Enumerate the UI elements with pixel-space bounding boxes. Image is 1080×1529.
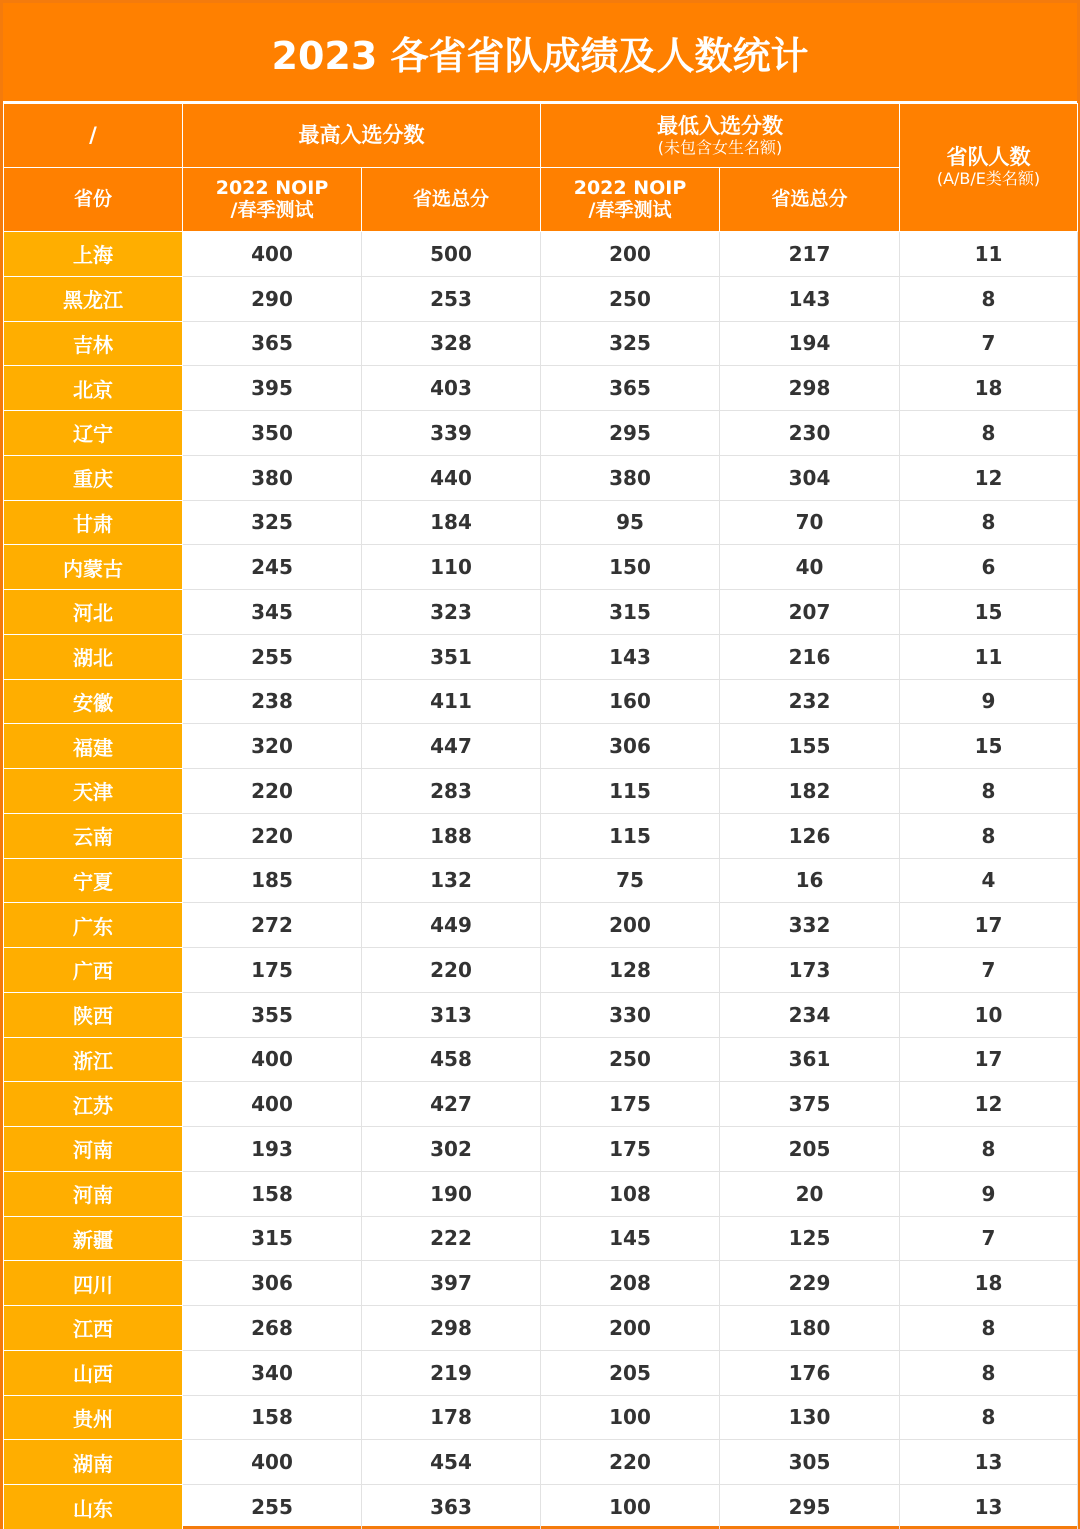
min-noip-cell: 208	[541, 1261, 720, 1306]
max-noip-cell: 400	[183, 1037, 362, 1082]
province-cell: 辽宁	[4, 411, 183, 456]
max-noip-cell: 306	[183, 1261, 362, 1306]
min-score-group-label: 最低入选分数	[657, 113, 783, 138]
page-title: 2023 各省省队成绩及人数统计	[3, 3, 1077, 103]
corner-slash: /	[4, 104, 183, 168]
province-cell: 云南	[4, 813, 183, 858]
table-row	[4, 858, 1078, 903]
max-noip-cell: 255	[183, 1485, 362, 1529]
min-total-cell: 207	[720, 590, 900, 635]
min-total-cell: 229	[720, 1261, 900, 1306]
table-row	[4, 1127, 1078, 1172]
min-noip-cell: 200	[541, 1306, 720, 1351]
min-total-cell: 125	[720, 1216, 900, 1261]
max-total-cell: 447	[362, 724, 541, 769]
province-cell: 上海	[4, 232, 183, 277]
min-total-cell: 295	[720, 1485, 900, 1529]
max-total-cell: 339	[362, 411, 541, 456]
table-row	[4, 1306, 1078, 1351]
team-size-cell: 6	[900, 545, 1078, 590]
team-size-cell: 13	[900, 1440, 1078, 1485]
min-noip-cell: 205	[541, 1350, 720, 1395]
max-noip-cell: 175	[183, 948, 362, 993]
province-cell: 河南	[4, 1171, 183, 1216]
min-noip-cell: 295	[541, 411, 720, 456]
max-noip-cell: 355	[183, 992, 362, 1037]
min-noip-cell: 315	[541, 590, 720, 635]
min-noip-cell: 175	[541, 1127, 720, 1172]
team-size-cell: 8	[900, 1350, 1078, 1395]
min-noip-cell: 250	[541, 276, 720, 321]
min-total-cell: 332	[720, 903, 900, 948]
max-total-cell: 188	[362, 813, 541, 858]
province-cell: 山东	[4, 1485, 183, 1529]
province-cell: 浙江	[4, 1037, 183, 1082]
team-size-cell: 8	[900, 500, 1078, 545]
min-noip-cell: 128	[541, 948, 720, 993]
max-total-cell: 178	[362, 1395, 541, 1440]
max-noip-cell: 290	[183, 276, 362, 321]
max-total-cell: 313	[362, 992, 541, 1037]
table-row	[4, 1037, 1078, 1082]
team-size-cell: 7	[900, 321, 1078, 366]
team-size-cell: 11	[900, 232, 1078, 277]
team-size-cell: 13	[900, 1485, 1078, 1529]
max-total-cell: 403	[362, 366, 541, 411]
max-total-cell: 219	[362, 1350, 541, 1395]
min-total-cell: 40	[720, 545, 900, 590]
min-total-cell: 70	[720, 500, 900, 545]
table-row	[4, 903, 1078, 948]
min-total-cell: 304	[720, 455, 900, 500]
min-noip-cell: 175	[541, 1082, 720, 1127]
table-row	[4, 1395, 1078, 1440]
province-cell: 宁夏	[4, 858, 183, 903]
min-total-cell: 216	[720, 634, 900, 679]
table-row	[4, 545, 1078, 590]
max-total-cell: 298	[362, 1306, 541, 1351]
max-total-cell: 184	[362, 500, 541, 545]
min-noip-cell: 115	[541, 769, 720, 814]
max-total-cell: 302	[362, 1127, 541, 1172]
max-total-cell: 454	[362, 1440, 541, 1485]
province-cell: 河北	[4, 590, 183, 635]
min-total-cell: 361	[720, 1037, 900, 1082]
province-cell: 安徽	[4, 679, 183, 724]
max-total-cell: 190	[362, 1171, 541, 1216]
min-noip-cell: 75	[541, 858, 720, 903]
max-noip-line1: 2022 NOIP	[215, 176, 329, 199]
min-noip-cell: 108	[541, 1171, 720, 1216]
team-size-cell: 8	[900, 1127, 1078, 1172]
team-size-cell: 18	[900, 1261, 1078, 1306]
max-noip-cell: 345	[183, 590, 362, 635]
max-noip-header	[183, 168, 362, 232]
province-cell: 甘肃	[4, 500, 183, 545]
min-total-cell: 173	[720, 948, 900, 993]
table-row	[4, 590, 1078, 635]
province-cell: 新疆	[4, 1216, 183, 1261]
max-total-cell: 351	[362, 634, 541, 679]
max-total-cell: 220	[362, 948, 541, 993]
min-noip-line1: 2022 NOIP	[573, 176, 687, 199]
min-noip-cell: 330	[541, 992, 720, 1037]
team-size-cell: 8	[900, 1395, 1078, 1440]
min-noip-cell: 115	[541, 813, 720, 858]
min-total-header: 省选总分	[720, 168, 900, 232]
max-noip-cell: 158	[183, 1171, 362, 1216]
table-row	[4, 634, 1078, 679]
team-size-header	[900, 104, 1078, 232]
max-total-cell: 132	[362, 858, 541, 903]
province-header: 省份	[4, 168, 183, 232]
min-total-cell: 143	[720, 276, 900, 321]
min-total-cell: 176	[720, 1350, 900, 1395]
max-noip-cell: 400	[183, 1082, 362, 1127]
min-noip-cell: 200	[541, 232, 720, 277]
min-noip-cell: 365	[541, 366, 720, 411]
province-cell: 湖南	[4, 1440, 183, 1485]
table-row	[4, 679, 1078, 724]
team-size-cell: 11	[900, 634, 1078, 679]
min-total-cell: 205	[720, 1127, 900, 1172]
min-total-cell: 180	[720, 1306, 900, 1351]
max-noip-cell: 158	[183, 1395, 362, 1440]
province-cell: 江苏	[4, 1082, 183, 1127]
table-row	[4, 1440, 1078, 1485]
max-noip-cell: 400	[183, 232, 362, 277]
min-total-cell: 182	[720, 769, 900, 814]
max-noip-cell: 272	[183, 903, 362, 948]
table-row	[4, 276, 1078, 321]
team-size-cell: 17	[900, 1037, 1078, 1082]
max-noip-cell: 340	[183, 1350, 362, 1395]
min-total-cell: 375	[720, 1082, 900, 1127]
min-noip-cell: 145	[541, 1216, 720, 1261]
min-noip-cell: 250	[541, 1037, 720, 1082]
province-cell: 广东	[4, 903, 183, 948]
min-noip-cell: 325	[541, 321, 720, 366]
team-size-cell: 12	[900, 1082, 1078, 1127]
min-total-cell: 217	[720, 232, 900, 277]
province-cell: 内蒙古	[4, 545, 183, 590]
province-cell: 江西	[4, 1306, 183, 1351]
max-noip-cell: 380	[183, 455, 362, 500]
province-cell: 四川	[4, 1261, 183, 1306]
team-size-cell: 17	[900, 903, 1078, 948]
province-cell: 福建	[4, 724, 183, 769]
min-noip-cell: 380	[541, 455, 720, 500]
province-cell: 山西	[4, 1350, 183, 1395]
team-size-cell: 8	[900, 276, 1078, 321]
table-row	[4, 769, 1078, 814]
team-size-cell: 4	[900, 858, 1078, 903]
table-row	[4, 500, 1078, 545]
table-row	[4, 366, 1078, 411]
table-row	[4, 1350, 1078, 1395]
min-total-cell: 194	[720, 321, 900, 366]
min-noip-cell: 95	[541, 500, 720, 545]
team-size-cell: 18	[900, 366, 1078, 411]
max-total-cell: 397	[362, 1261, 541, 1306]
max-noip-cell: 400	[183, 1440, 362, 1485]
table-row	[4, 1216, 1078, 1261]
team-size-cell: 8	[900, 813, 1078, 858]
max-score-group-header: 最高入选分数	[183, 104, 541, 168]
max-noip-cell: 185	[183, 858, 362, 903]
team-size-label: 省队人数	[946, 145, 1031, 170]
team-size-cell: 7	[900, 1216, 1078, 1261]
min-noip-cell: 160	[541, 679, 720, 724]
max-noip-cell: 395	[183, 366, 362, 411]
min-total-cell: 16	[720, 858, 900, 903]
max-noip-line2: /春季测试	[230, 198, 314, 221]
max-total-cell: 363	[362, 1485, 541, 1529]
max-noip-cell: 320	[183, 724, 362, 769]
max-noip-cell: 325	[183, 500, 362, 545]
table-body	[4, 232, 1078, 1529]
team-size-cell: 8	[900, 769, 1078, 814]
min-score-group-note: (未包含女生名额)	[657, 137, 783, 157]
table-row	[4, 232, 1078, 277]
max-total-cell: 323	[362, 590, 541, 635]
province-cell: 黑龙江	[4, 276, 183, 321]
min-total-cell: 20	[720, 1171, 900, 1216]
min-noip-header	[541, 168, 720, 232]
min-noip-cell: 143	[541, 634, 720, 679]
max-noip-cell: 315	[183, 1216, 362, 1261]
table-row	[4, 724, 1078, 769]
max-noip-cell: 245	[183, 545, 362, 590]
team-size-cell: 9	[900, 679, 1078, 724]
table-row	[4, 321, 1078, 366]
min-noip-cell: 200	[541, 903, 720, 948]
min-total-cell: 234	[720, 992, 900, 1037]
max-total-cell: 110	[362, 545, 541, 590]
team-size-cell: 8	[900, 411, 1078, 456]
max-noip-cell: 220	[183, 813, 362, 858]
province-cell: 重庆	[4, 455, 183, 500]
max-noip-cell: 255	[183, 634, 362, 679]
stats-table	[3, 103, 1078, 1529]
team-size-cell: 9	[900, 1171, 1078, 1216]
max-total-cell: 411	[362, 679, 541, 724]
table-row	[4, 1171, 1078, 1216]
max-noip-cell: 220	[183, 769, 362, 814]
min-total-cell: 232	[720, 679, 900, 724]
max-noip-cell: 365	[183, 321, 362, 366]
max-noip-cell: 268	[183, 1306, 362, 1351]
min-noip-cell: 100	[541, 1395, 720, 1440]
min-noip-line2: /春季测试	[588, 198, 672, 221]
province-cell: 北京	[4, 366, 183, 411]
team-size-cell: 8	[900, 1306, 1078, 1351]
max-total-cell: 440	[362, 455, 541, 500]
province-cell: 吉林	[4, 321, 183, 366]
table-row	[4, 1082, 1078, 1127]
province-cell: 天津	[4, 769, 183, 814]
max-total-cell: 328	[362, 321, 541, 366]
table-row	[4, 992, 1078, 1037]
min-score-group-header	[541, 104, 900, 168]
min-noip-cell: 306	[541, 724, 720, 769]
province-cell: 广西	[4, 948, 183, 993]
province-cell: 湖北	[4, 634, 183, 679]
min-total-cell: 305	[720, 1440, 900, 1485]
table-header	[4, 104, 1078, 232]
table-row	[4, 1485, 1078, 1529]
table-row	[4, 813, 1078, 858]
table-row	[4, 455, 1078, 500]
team-size-cell: 7	[900, 948, 1078, 993]
max-total-cell: 222	[362, 1216, 541, 1261]
max-total-cell: 500	[362, 232, 541, 277]
min-total-cell: 230	[720, 411, 900, 456]
max-noip-cell: 193	[183, 1127, 362, 1172]
max-total-cell: 449	[362, 903, 541, 948]
max-total-header: 省选总分	[362, 168, 541, 232]
province-cell: 陕西	[4, 992, 183, 1037]
max-total-cell: 458	[362, 1037, 541, 1082]
province-cell: 河南	[4, 1127, 183, 1172]
min-noip-cell: 100	[541, 1485, 720, 1529]
team-size-note: (A/B/E类名额)	[936, 169, 1041, 189]
table-row	[4, 411, 1078, 456]
min-total-cell: 155	[720, 724, 900, 769]
max-noip-cell: 350	[183, 411, 362, 456]
max-noip-cell: 238	[183, 679, 362, 724]
min-noip-cell: 220	[541, 1440, 720, 1485]
min-noip-cell: 150	[541, 545, 720, 590]
team-size-cell: 12	[900, 455, 1078, 500]
province-cell: 贵州	[4, 1395, 183, 1440]
max-total-cell: 283	[362, 769, 541, 814]
min-total-cell: 298	[720, 366, 900, 411]
team-size-cell: 10	[900, 992, 1078, 1037]
table-row	[4, 948, 1078, 993]
max-total-cell: 253	[362, 276, 541, 321]
min-total-cell: 126	[720, 813, 900, 858]
table-row	[4, 1261, 1078, 1306]
team-size-cell: 15	[900, 590, 1078, 635]
max-total-cell: 427	[362, 1082, 541, 1127]
min-total-cell: 130	[720, 1395, 900, 1440]
team-size-cell: 15	[900, 724, 1078, 769]
